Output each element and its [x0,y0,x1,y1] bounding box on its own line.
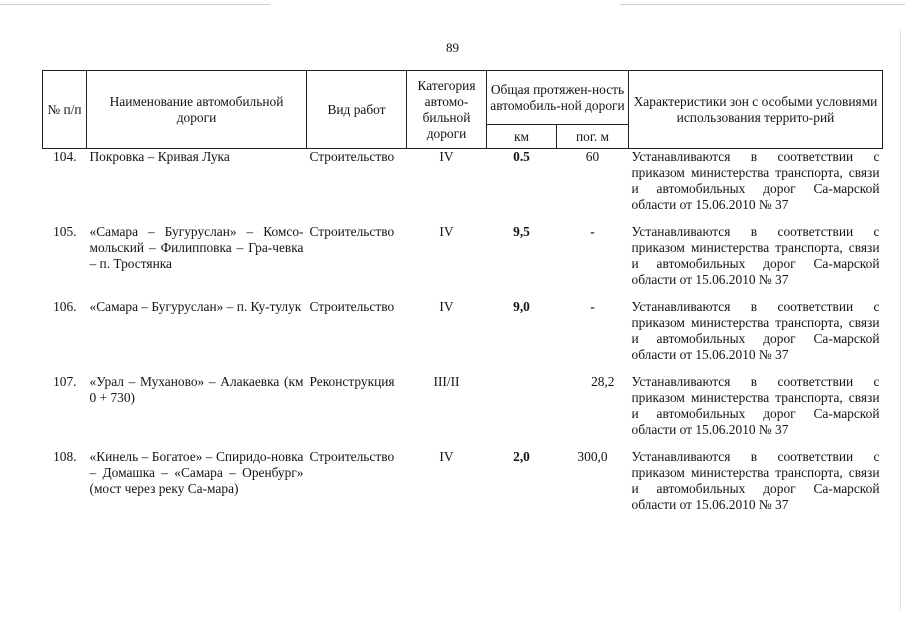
header-meters: пог. м [557,125,629,149]
row-number: 104. [53,149,77,164]
road-name: Покровка – Кривая Лука [89,149,230,164]
row-number: 105. [53,224,77,239]
header-km: км [487,125,557,149]
length-meters: - [590,299,595,314]
scan-edge-line [900,30,901,610]
header-num: № п/п [43,71,87,149]
work-type: Строительство [309,224,395,239]
length-meters: 300,0 [577,449,608,464]
header-work-type: Вид работ [307,71,407,149]
table-row [43,299,883,374]
table-row [43,374,883,449]
road-name: «Урал – Муханово» – Алакаевка (км 0 + 730) [89,374,304,405]
work-type: Строительство [309,449,395,464]
road-category: IV [439,299,454,314]
table-row [43,149,883,225]
header-total-length: Общая протяжен-ность автомобиль-ной дороги [487,71,629,125]
table-row [43,449,883,529]
roads-table [42,70,883,529]
road-category: IV [439,224,454,239]
length-km: 9,0 [513,299,530,314]
length-meters: - [590,224,595,239]
work-type: Строительство [309,149,395,164]
length-km [487,374,557,449]
road-category: IV [439,449,454,464]
zone-characteristics: Устанавливаются в соответствии с приказом министерства транспорта, связи и автомобильных дорог Са-марской области от 15.06.2010 № 37 [631,374,880,437]
length-km: 9,5 [513,224,530,239]
length-km: 2,0 [513,449,530,464]
table-row [43,224,883,299]
page-number: 89 [446,40,459,55]
road-category: IV [439,149,454,164]
length-meters: 28,2 [591,374,615,389]
scan-edge-line [620,4,905,5]
work-type: Строительство [309,299,395,314]
work-type: Реконструкция [309,374,395,389]
length-meters: 60 [585,149,600,164]
header-category: Категория автомо-бильной дороги [407,71,487,149]
zone-characteristics: Устанавливаются в соответствии с приказом министерства транспорта, связи и автомобильных дорог Са-марской области от 15.06.2010 № 37 [631,299,880,362]
zone-characteristics: Устанавливаются в соответствии с приказом министерства транспорта, связи и автомобильных дорог Са-марской области от 15.06.2010 № 37 [631,224,880,287]
road-category: III/II [433,374,460,389]
header-zone-characteristics: Характеристики зон с особыми условиями использования террито-рий [629,71,883,149]
header-road-name: Наименование автомобильной дороги [87,71,307,149]
road-name: «Самара – Бугуруслан» – п. Ку-тулук [89,299,302,314]
road-name: «Кинель – Богатое» – Спиридо-новка – Домашка – «Самара – Оренбург» (мост через реку Са-мара) [89,449,304,496]
scan-edge-line [0,4,270,5]
zone-characteristics: Устанавливаются в соответствии с приказом министерства транспорта, связи и автомобильных дорог Са-марской области от 15.06.2010 № 37 [631,449,880,512]
row-number: 107. [53,374,77,389]
zone-characteristics: Устанавливаются в соответствии с приказом министерства транспорта, связи и автомобильных дорог Са-марской области от 15.06.2010 № 37 [631,149,880,212]
road-name: «Самара – Бугуруслан» – Комсо-мольский – Филипповка – Гра-чевка – п. Тростянка [89,224,304,271]
length-km: 0.5 [513,149,530,164]
row-number: 108. [53,449,77,464]
row-number: 106. [53,299,77,314]
